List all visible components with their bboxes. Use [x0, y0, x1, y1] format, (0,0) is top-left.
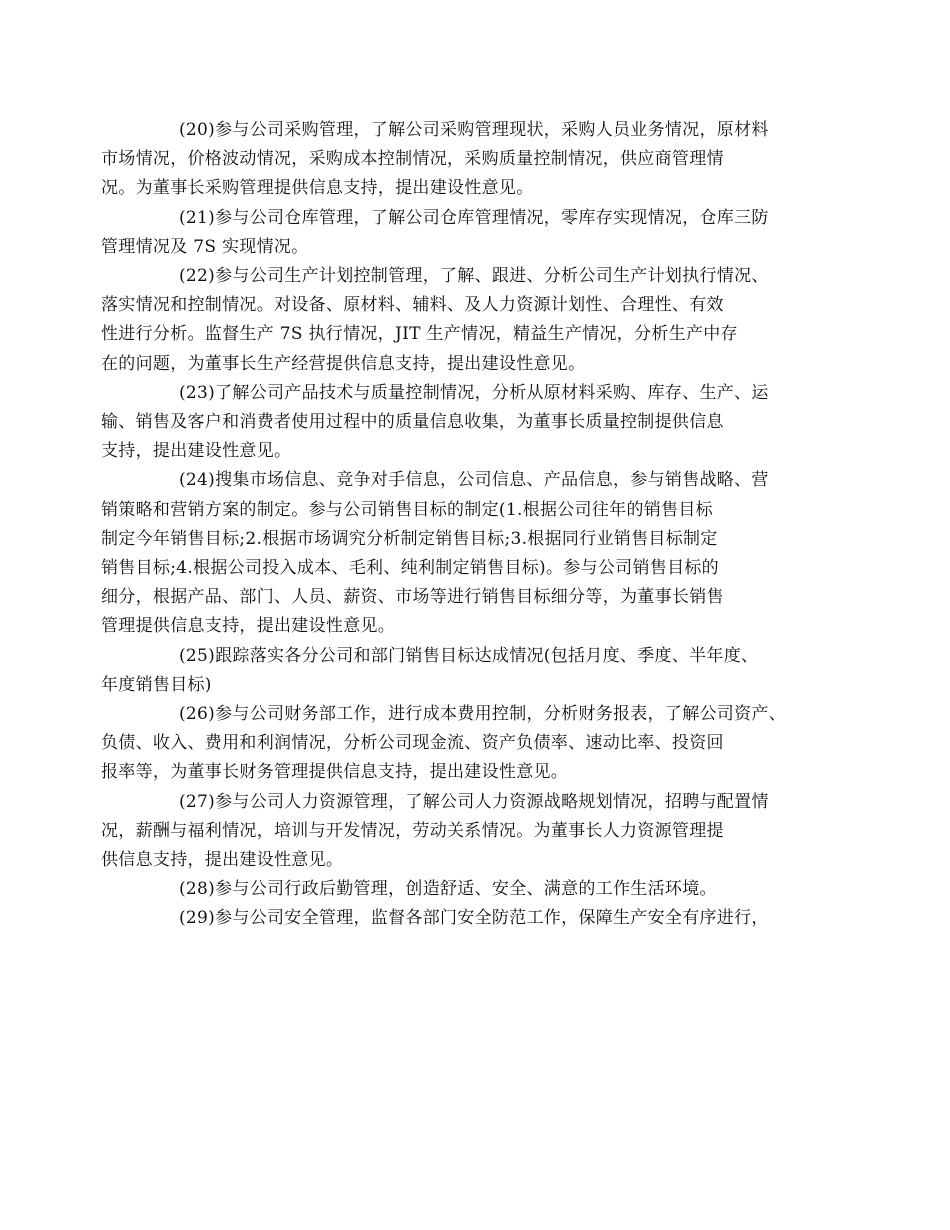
text-line: 性进行分析。监督生产 7S 执行情况，JIT 生产情况，精益生产情况，分析生产中存	[101, 324, 738, 345]
text-line: (26)参与公司财务部工作，进行成本费用控制，分析财务报表，了解公司资产、	[179, 704, 786, 725]
paragraph-23	[101, 379, 816, 467]
paragraph-27	[101, 788, 816, 876]
text-line: 支持，提出建设性意见。	[101, 441, 292, 462]
paragraph-21	[101, 204, 816, 262]
document-body	[101, 116, 816, 934]
text-line: (28)参与公司行政后勤管理，创造舒适、安全、满意的工作生活环境。	[179, 879, 717, 900]
text-line: 销售目标;4.根据公司投入成本、毛利、纯利制定销售目标)。参与公司销售目标的	[101, 558, 719, 579]
text-line: (23)了解公司产品技术与质量控制情况，分析从原材料采购、库存、生产、运	[179, 382, 769, 403]
paragraph-25	[101, 642, 816, 700]
text-line: 年度销售目标)	[101, 674, 212, 695]
text-line: 细分，根据产品、部门、人员、薪资、市场等进行销售目标细分等，为董事长销售	[101, 587, 724, 608]
text-line: (21)参与公司仓库管理，了解公司仓库管理情况，零库存实现情况，仓库三防	[179, 207, 769, 228]
text-line: 况。为董事长采购管理提供信息支持，提出建设性意见。	[101, 178, 534, 199]
paragraph-29	[140, 904, 816, 933]
text-line: (27)参与公司人力资源管理，了解公司人力资源战略规划情况，招聘与配置情	[179, 791, 769, 812]
text-line: (20)参与公司采购管理，了解公司采购管理现状，采购人员业务情况，原材料	[179, 120, 769, 140]
text-line: (24)搜集市场信息、竞争对手信息，公司信息、产品信息，参与销售战略、营	[179, 470, 769, 491]
text-line: 落实情况和控制情况。对设备、原材料、辅料、及人力资源计划性、合理性、有效	[101, 295, 724, 316]
paragraph-20	[101, 116, 816, 204]
text-line: 销策略和营销方案的制定。参与公司销售目标的制定(1.根据公司往年的销售目标	[101, 499, 713, 520]
text-line: 制定今年销售目标;2.根据市场调究分析制定销售目标;3.根据同行业销售目标制定	[101, 528, 718, 549]
text-line: 报率等，为董事长财务管理提供信息支持，提出建设性意见。	[101, 762, 569, 783]
text-line: 况，薪酬与福利情况，培训与开发情况，劳动关系情况。为董事长人力资源管理提	[101, 820, 724, 841]
paragraph-22	[101, 262, 816, 379]
text-line: (22)参与公司生产计划控制管理，了解、跟进、分析公司生产计划执行情况、	[179, 266, 769, 287]
text-line: 管理情况及 7S 实现情况。	[101, 236, 309, 257]
text-line: 市场情况，价格波动情况，采购成本控制情况，采购质量控制情况，供应商管理情	[101, 149, 724, 170]
text-line: 输、销售及客户和消费者使用过程中的质量信息收集，为董事长质量控制提供信息	[101, 412, 724, 433]
text-line: (29)参与公司安全管理，监督各部门安全防范工作，保障生产安全有序进行，	[179, 908, 769, 929]
text-line: 供信息支持，提出建设性意见。	[101, 850, 344, 871]
text-line: 管理提供信息支持，提出建设性意见。	[101, 616, 396, 637]
paragraph-26	[101, 700, 816, 788]
text-line: (25)跟踪落实各分公司和部门销售目标达成情况(包括月度、季度、半年度、	[179, 645, 759, 666]
paragraph-28	[140, 875, 816, 904]
paragraph-24	[101, 466, 816, 641]
text-line: 在的问题，为董事长生产经营提供信息支持，提出建设性意见。	[101, 353, 586, 374]
text-line: 负债、收入、费用和利润情况，分析公司现金流、资产负债率、速动比率、投资回	[101, 733, 724, 754]
